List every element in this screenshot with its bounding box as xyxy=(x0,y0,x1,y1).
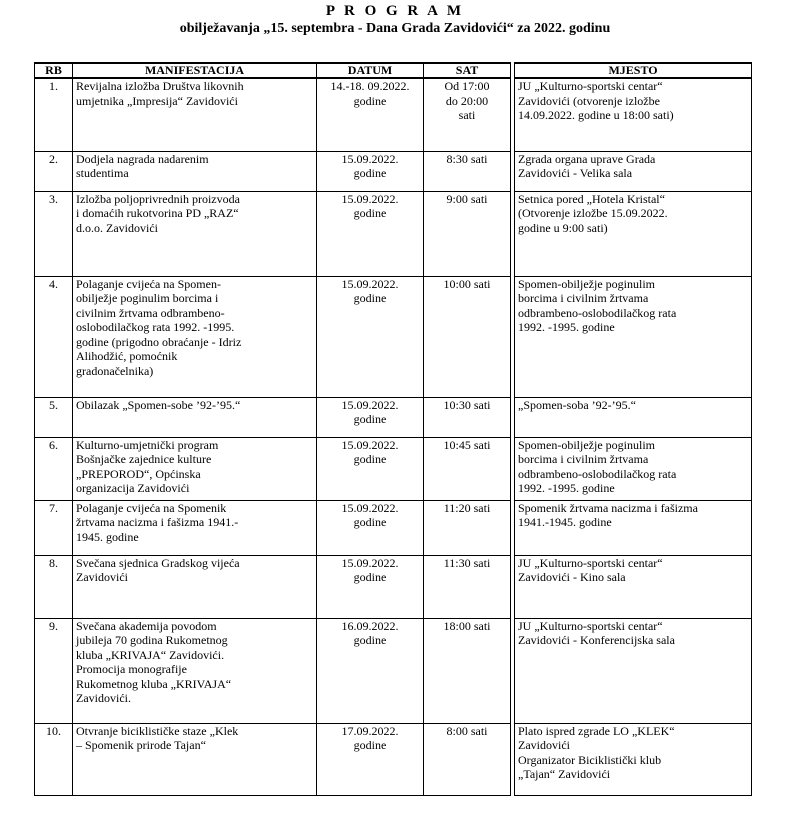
cell-mjesto: Plato ispred zgrade LO „KLEK“ Zavidovići Organizator Biciklistički klub „Tajan“ Zavidovići xyxy=(515,723,752,795)
cell-manifestacija: Dodjela nagrada nadarenim studentima xyxy=(73,151,317,191)
cell-mjesto: JU „Kulturno-sportski centar“ Zavidovići - Konferencijska sala xyxy=(515,618,752,723)
cell-manifestacija: Revijalna izložba Društva likovnih umjetnika „Impresija“ Zavidovići xyxy=(73,78,317,151)
cell-sat: 8:30 sati xyxy=(424,151,511,191)
cell-manifestacija: Polaganje cvijeća na Spomenik žrtvama nacizma i fašizma 1941.- 1945. godine xyxy=(73,500,317,555)
cell-datum: 15.09.2022. godine xyxy=(317,276,424,397)
cell-manifestacija: Kulturno-umjetnički program Bošnjačke zajednice kulture „PREPOROD“, Općinska organizacija Zavidovići xyxy=(73,437,317,500)
cell-manifestacija: Polaganje cvijeća na Spomen- obilježje poginulim borcima i civilnim žrtvama odbrambeno- oslobodilačkog rata 1992. -1995. godine (prigodno obraćanje - Idriz Alihodžić, pomoćnik gradonačelnika) xyxy=(73,276,317,397)
cell-manifestacija: Obilazak „Spomen-sobe ’92-’95.“ xyxy=(73,397,317,437)
cell-sat: Od 17:00 do 20:00 sati xyxy=(424,78,511,151)
cell-datum: 16.09.2022. godine xyxy=(317,618,424,723)
cell-rb: 10. xyxy=(35,723,73,795)
table-row xyxy=(35,437,752,500)
cell-mjesto: Spomen-obilježje poginulim borcima i civilnim žrtvama odbrambeno-oslobodilačkog rata 1992. -1995. godine xyxy=(515,437,752,500)
table-row xyxy=(35,723,752,795)
header-sat: SAT xyxy=(424,63,511,78)
cell-sat: 18:00 sati xyxy=(424,618,511,723)
header-manifestacija: MANIFESTACIJA xyxy=(73,63,317,78)
table-row xyxy=(35,191,752,276)
cell-datum: 15.09.2022. godine xyxy=(317,397,424,437)
cell-sat: 8:00 sati xyxy=(424,723,511,795)
cell-rb: 7. xyxy=(35,500,73,555)
cell-mjesto: Setnica pored „Hotela Kristal“ (Otvorenje izložbe 15.09.2022. godine u 9:00 sati) xyxy=(515,191,752,276)
cell-sat: 10:00 sati xyxy=(424,276,511,397)
table-row xyxy=(35,276,752,397)
cell-mjesto: Spomen-obilježje poginulim borcima i civilnim žrtvama odbrambeno-oslobodilačkog rata 1992. -1995. godine xyxy=(515,276,752,397)
cell-rb: 1. xyxy=(35,78,73,151)
table-row xyxy=(35,555,752,618)
cell-rb: 3. xyxy=(35,191,73,276)
cell-datum: 15.09.2022. godine xyxy=(317,437,424,500)
header-rb: RB xyxy=(35,63,73,78)
table-row xyxy=(35,78,752,151)
cell-rb: 4. xyxy=(35,276,73,397)
cell-manifestacija: Otvranje biciklističke staze „Klek – Spomenik prirode Tajan“ xyxy=(73,723,317,795)
table-row xyxy=(35,151,752,191)
cell-rb: 6. xyxy=(35,437,73,500)
program-table xyxy=(34,62,752,796)
cell-manifestacija: Izložba poljoprivrednih proizvoda i domaćih rukotvorina PD „RAZ“ d.o.o. Zavidovići xyxy=(73,191,317,276)
cell-datum: 15.09.2022. godine xyxy=(317,555,424,618)
cell-sat: 9:00 sati xyxy=(424,191,511,276)
document-title: P R O G R A M xyxy=(325,3,465,19)
cell-sat: 11:30 sati xyxy=(424,555,511,618)
cell-datum: 15.09.2022. godine xyxy=(317,151,424,191)
cell-sat: 11:20 sati xyxy=(424,500,511,555)
cell-sat: 10:45 sati xyxy=(424,437,511,500)
cell-mjesto: Zgrada organa uprave Grada Zavidovići - Velika sala xyxy=(515,151,752,191)
cell-manifestacija: Svečana akademija povodom jubileja 70 godina Rukometnog kluba „KRIVAJA“ Zavidovići. Promocija monografije Rukometnog kluba „KRIVAJA“ Zavidovići. xyxy=(73,618,317,723)
cell-mjesto: JU „Kulturno-sportski centar“ Zavidovići (otvorenje izložbe 14.09.2022. godine u 18:00 sati) xyxy=(515,78,752,151)
cell-rb: 5. xyxy=(35,397,73,437)
cell-sat: 10:30 sati xyxy=(424,397,511,437)
cell-datum: 14.-18. 09.2022. godine xyxy=(317,78,424,151)
cell-mjesto: JU „Kulturno-sportski centar“ Zavidovići - Kino sala xyxy=(515,555,752,618)
document-subtitle: obilježavanja „15. septembra - Dana Grada Zavidovići“ za 2022. godinu xyxy=(179,21,611,36)
table-row xyxy=(35,397,752,437)
table-header-row xyxy=(35,63,752,78)
cell-rb: 9. xyxy=(35,618,73,723)
header-datum: DATUM xyxy=(317,63,424,78)
cell-datum: 15.09.2022. godine xyxy=(317,191,424,276)
table-row xyxy=(35,618,752,723)
header-mjesto: MJESTO xyxy=(515,63,752,78)
cell-mjesto: „Spomen-soba ’92-’95.“ xyxy=(515,397,752,437)
cell-rb: 2. xyxy=(35,151,73,191)
cell-datum: 17.09.2022. godine xyxy=(317,723,424,795)
cell-mjesto: Spomenik žrtvama nacizma i fašizma 1941.-1945. godine xyxy=(515,500,752,555)
cell-rb: 8. xyxy=(35,555,73,618)
table-row xyxy=(35,500,752,555)
cell-datum: 15.09.2022. godine xyxy=(317,500,424,555)
cell-manifestacija: Svečana sjednica Gradskog vijeća Zavidovići xyxy=(73,555,317,618)
